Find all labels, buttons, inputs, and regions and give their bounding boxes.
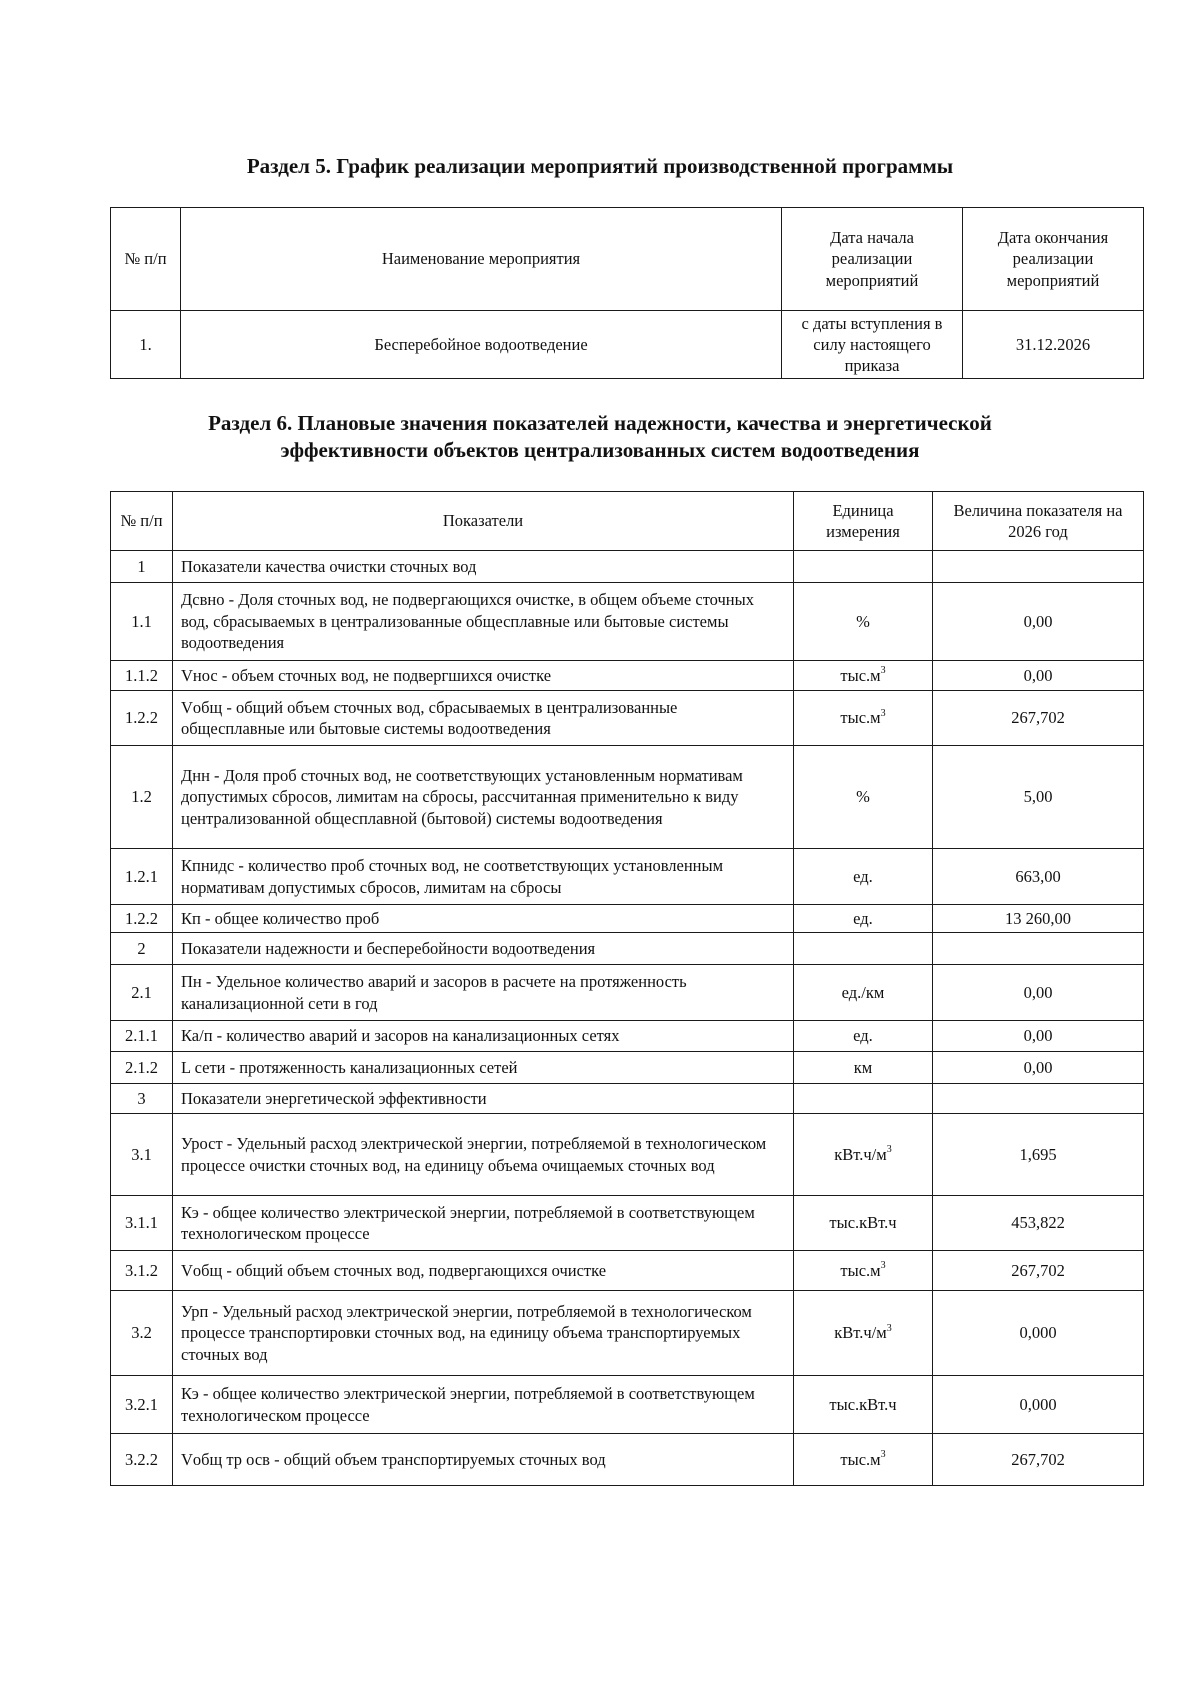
cell-value xyxy=(933,551,1144,583)
unit-text: км xyxy=(853,1057,873,1077)
cell-num: 1.1.2 xyxy=(111,661,173,691)
cell-unit xyxy=(794,1251,933,1291)
table-header-row xyxy=(111,208,1144,311)
cell-num: 3.1 xyxy=(111,1114,173,1196)
cell-value: 663,00 xyxy=(933,849,1144,905)
unit-superscript: 3 xyxy=(880,1260,886,1272)
section-6-title-line-1: Раздел 6. Плановые значения показателей надежности, качества и энергетической xyxy=(208,411,992,435)
table-row xyxy=(111,965,1144,1021)
cell-unit xyxy=(794,905,933,933)
cell-value: 0,00 xyxy=(933,1052,1144,1084)
cell-unit xyxy=(794,551,933,583)
table-row xyxy=(111,661,1144,691)
table-row xyxy=(111,1021,1144,1052)
cell-indicator: Показатели качества очистки сточных вод xyxy=(173,551,794,583)
unit-text: кВт.ч/м xyxy=(834,1144,887,1164)
cell-indicator: Урост - Удельный расход электрической энергии, потребляемой в технологическом процессе очистки сточных вод, на единицу объема очищаемых сточных вод xyxy=(173,1114,794,1196)
cell-num: 1 xyxy=(111,551,173,583)
header-num: № п/п xyxy=(111,492,173,551)
cell-value: 267,702 xyxy=(933,1251,1144,1291)
cell-num: 1.2 xyxy=(111,746,173,849)
cell-value: 1,695 xyxy=(933,1114,1144,1196)
indicators-table xyxy=(110,491,1144,1486)
schedule-table xyxy=(110,207,1144,379)
cell-num: 3.2.2 xyxy=(111,1434,173,1486)
cell-indicator: Vнос - объем сточных вод, не подвергшихся очистке xyxy=(173,661,794,691)
cell-num: 1.2.1 xyxy=(111,849,173,905)
unit-text: кВт.ч/м xyxy=(834,1323,887,1343)
header-num: № п/п xyxy=(111,208,181,311)
cell-indicator: Кп - общее количество проб xyxy=(173,905,794,933)
table-row xyxy=(111,905,1144,933)
table-row xyxy=(111,1434,1144,1486)
cell-indicator: Показатели энергетической эффективности xyxy=(173,1084,794,1114)
cell-num: 3 xyxy=(111,1084,173,1114)
unit-text: ед./км xyxy=(841,982,885,1002)
cell-unit xyxy=(794,965,933,1021)
cell-num: 3.1.1 xyxy=(111,1196,173,1251)
header-end-date: Дата окончания реализации мероприятий xyxy=(963,208,1144,311)
table-row xyxy=(111,691,1144,746)
table-row xyxy=(111,1376,1144,1434)
unit-text: тыс.м xyxy=(840,708,881,728)
cell-value: 5,00 xyxy=(933,746,1144,849)
cell-num: 2.1 xyxy=(111,965,173,1021)
cell-unit xyxy=(794,583,933,661)
cell-start-date: с даты вступления в силу настоящего приказа xyxy=(782,311,963,379)
cell-unit xyxy=(794,746,933,849)
cell-indicator: Vобщ - общий объем сточных вод, сбрасываемых в централизованные общесплавные или бытовые системы водоотведения xyxy=(173,691,794,746)
header-unit: Единица измерения xyxy=(794,492,933,551)
table-row xyxy=(111,1196,1144,1251)
cell-unit xyxy=(794,1114,933,1196)
header-value: Величина показателя на 2026 год xyxy=(933,492,1144,551)
cell-value: 0,00 xyxy=(933,583,1144,661)
section-5-title: Раздел 5. График реализации мероприятий производственной программы xyxy=(246,154,954,178)
cell-indicator: Днн - Доля проб сточных вод, не соответствующих установленным нормативам допустимых сбросов, лимитам на сбросы, рассчитанная применительно к виду централизованной общесплавной (бытовой) системы водоотведения xyxy=(173,746,794,849)
unit-text: ед. xyxy=(853,1026,873,1046)
cell-unit xyxy=(794,933,933,965)
cell-value: 267,702 xyxy=(933,691,1144,746)
cell-num: 3.2 xyxy=(111,1291,173,1376)
cell-num: 1.2.2 xyxy=(111,691,173,746)
cell-value: 0,000 xyxy=(933,1291,1144,1376)
unit-text: тыс.кВт.ч xyxy=(829,1394,897,1414)
cell-end-date: 31.12.2026 xyxy=(963,311,1144,379)
cell-indicator: Кэ - общее количество электрической энергии, потребляемой в соответствующем технологическом процессе xyxy=(173,1196,794,1251)
cell-num: 1.2.2 xyxy=(111,905,173,933)
table-row xyxy=(111,933,1144,965)
cell-unit xyxy=(794,1196,933,1251)
cell-num: 2 xyxy=(111,933,173,965)
cell-value: 453,822 xyxy=(933,1196,1144,1251)
table-row xyxy=(111,311,1144,379)
cell-indicator: Кэ - общее количество электрической энергии, потребляемой в соответствующем технологическом процессе xyxy=(173,1376,794,1434)
cell-unit xyxy=(794,1291,933,1376)
cell-num: 2.1.1 xyxy=(111,1021,173,1052)
cell-indicator: Ка/п - количество аварий и засоров на канализационных сетях xyxy=(173,1021,794,1052)
unit-superscript: 3 xyxy=(880,707,886,719)
cell-value: 0,00 xyxy=(933,661,1144,691)
cell-value xyxy=(933,1084,1144,1114)
unit-superscript: 3 xyxy=(886,1144,892,1156)
cell-indicator: Показатели надежности и бесперебойности водоотведения xyxy=(173,933,794,965)
header-indicator: Показатели xyxy=(173,492,794,551)
table-row xyxy=(111,1084,1144,1114)
cell-value: 13 260,00 xyxy=(933,905,1144,933)
cell-num: 3.1.2 xyxy=(111,1251,173,1291)
table-row xyxy=(111,849,1144,905)
unit-text: тыс.м xyxy=(840,1260,881,1280)
header-activity-name: Наименование мероприятия xyxy=(181,208,782,311)
cell-unit xyxy=(794,849,933,905)
table-row xyxy=(111,551,1144,583)
cell-num: 1.1 xyxy=(111,583,173,661)
cell-value xyxy=(933,933,1144,965)
section-6-title-line-2: эффективности объектов централизованных систем водоотведения xyxy=(280,438,920,462)
unit-text: тыс.м xyxy=(840,1449,881,1469)
unit-text: тыс.кВт.ч xyxy=(829,1213,897,1233)
cell-value: 0,00 xyxy=(933,965,1144,1021)
indicators-table-body xyxy=(111,551,1144,1486)
cell-num: 1. xyxy=(111,311,181,379)
unit-text: % xyxy=(856,787,870,807)
cell-value: 0,00 xyxy=(933,1021,1144,1052)
cell-unit xyxy=(794,1084,933,1114)
cell-unit xyxy=(794,661,933,691)
unit-text: % xyxy=(856,611,870,631)
table-row xyxy=(111,1291,1144,1376)
table-row xyxy=(111,1052,1144,1084)
cell-value: 267,702 xyxy=(933,1434,1144,1486)
table-header-row xyxy=(111,492,1144,551)
cell-indicator: Пн - Удельное количество аварий и засоров в расчете на протяженность канализационной сети в год xyxy=(173,965,794,1021)
cell-indicator: Vобщ тр осв - общий объем транспортируемых сточных вод xyxy=(173,1434,794,1486)
unit-superscript: 3 xyxy=(886,1322,892,1334)
unit-superscript: 3 xyxy=(880,1449,886,1461)
cell-unit xyxy=(794,1434,933,1486)
cell-value: 0,000 xyxy=(933,1376,1144,1434)
cell-num: 3.2.1 xyxy=(111,1376,173,1434)
cell-unit xyxy=(794,1052,933,1084)
cell-activity-name: Бесперебойное водоотведение xyxy=(181,311,782,379)
cell-unit xyxy=(794,1376,933,1434)
cell-indicator: Кпнидс - количество проб сточных вод, не соответствующих установленным нормативам допустимых сбросов, лимитам на сбросы xyxy=(173,849,794,905)
table-row xyxy=(111,1114,1144,1196)
table-row xyxy=(111,1251,1144,1291)
cell-indicator: Урп - Удельный расход электрической энергии, потребляемой в технологическом процессе транспортировки сточных вод, на единицу объема транспортируемых сточных вод xyxy=(173,1291,794,1376)
unit-superscript: 3 xyxy=(880,665,886,677)
unit-text: ед. xyxy=(853,908,873,928)
cell-num: 2.1.2 xyxy=(111,1052,173,1084)
table-row xyxy=(111,746,1144,849)
cell-unit xyxy=(794,691,933,746)
section-6-title xyxy=(0,410,1200,464)
cell-indicator: L сети - протяженность канализационных сетей xyxy=(173,1052,794,1084)
cell-indicator: Vобщ - общий объем сточных вод, подвергающихся очистке xyxy=(173,1251,794,1291)
table-row xyxy=(111,583,1144,661)
cell-indicator: Дсвно - Доля сточных вод, не подвергающихся очистке, в общем объеме сточных вод, сбрасываемых в централизованные общесплавные или бытовые системы водоотведения xyxy=(173,583,794,661)
header-start-date: Дата начала реализации мероприятий xyxy=(782,208,963,311)
cell-unit xyxy=(794,1021,933,1052)
unit-text: тыс.м xyxy=(840,665,881,685)
unit-text: ед. xyxy=(853,866,873,886)
